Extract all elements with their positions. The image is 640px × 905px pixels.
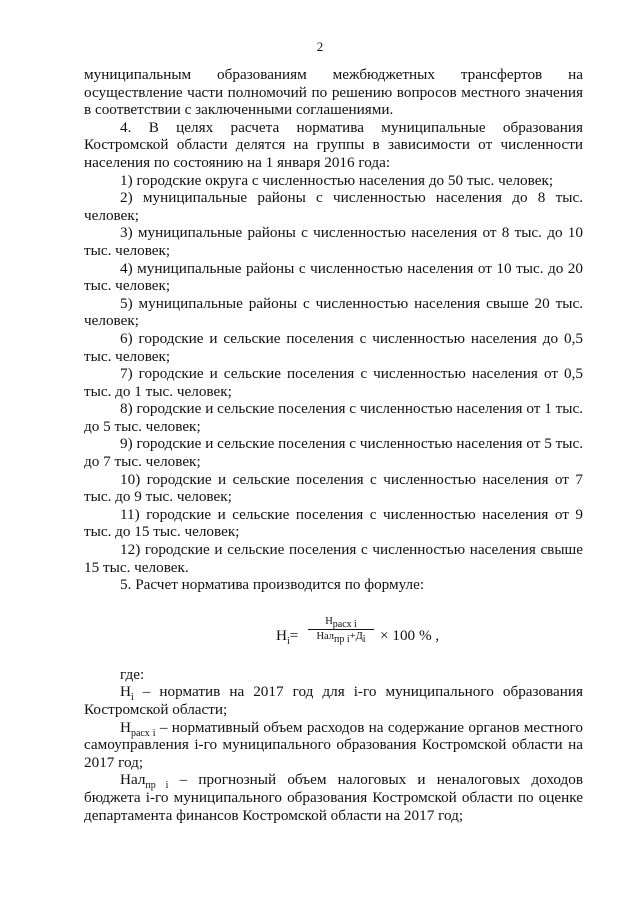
formula-numerator: $Н_{расх i}$: [308, 616, 374, 630]
formula-lhs: $Н_i=$: [276, 626, 299, 647]
list-item: 10) городские и сельские поселения с численностью населения от 7 тыс. до 9 тыс. человек;: [84, 470, 583, 506]
section-5-paragraph: 5. Расчет норматива производится по формуле:: [120, 576, 425, 594]
population-groups-list: [84, 172, 583, 577]
norm-formula: [84, 594, 583, 666]
list-item: 12) городские и сельские поселения с численностью населения свыше 15 тыс. человек.: [84, 541, 583, 576]
definition-item: $Н_i$ – норматив на 2017 год для i-го муниципального образования Костромской области;: [84, 683, 583, 718]
list-item: 9) городские и сельские поселения с численностью населения от 5 тыс. до 7 тыс. человек;: [84, 435, 583, 471]
where-label: где:: [120, 665, 145, 683]
formula-fraction: [308, 616, 374, 643]
formula-denominator: $Нал_{пр i}+Д_i$: [316, 630, 366, 645]
list-item: 5) муниципальные районы с численностью населения свыше 20 тыс. человек;: [84, 294, 583, 330]
definition-item: $Н_{расх i}$ – нормативный объем расходов на содержание органов местного самоуправления i-го муниципального образования Костромской области на 2017 год;: [84, 718, 583, 771]
section-4-paragraph: 4. В целях расчета норматива муниципальные образования Костромской области делятся на группы в зависимости от численности населения по состоянию на 1 января 2016 года:: [84, 118, 583, 171]
list-item: 1) городские округа с численностью населения до 50 тыс. человек;: [120, 171, 554, 189]
formula-rhs: × 100 % ,: [380, 626, 440, 644]
page-number: 2: [316, 39, 324, 54]
list-item: 6) городские и сельские поселения с численностью населения до 0,5 тыс. человек;: [84, 329, 583, 365]
definition-item: Нал$_{пр i}$ – прогнозный объем налоговых и неналоговых доходов бюджета i-го муниципального образования Костромской области по оценке департамента финансов Костромской области на 2017 год;: [84, 771, 583, 824]
intro-paragraph: муниципальным образованиям межбюджетных трансфертов на осуществление части полномочий по решению вопросов местного значения в соответствии с заключенными соглашениями.: [84, 66, 583, 119]
document-body: [84, 66, 583, 824]
list-item: 8) городские и сельские поселения с численностью населения от 1 тыс. до 5 тыс. человек;: [84, 400, 583, 435]
list-item: 11) городские и сельские поселения с численностью населения от 9 тыс. до 15 тыс. человек;: [84, 505, 583, 541]
list-item: 4) муниципальные районы с численностью населения от 10 тыс. до 20 тыс. человек;: [84, 259, 583, 295]
list-item: 7) городские и сельские поселения с численностью населения от 0,5 тыс. до 1 тыс. человек;: [84, 365, 583, 400]
list-item: 3) муниципальные районы с численностью населения от 8 тыс. до 10 тыс. человек;: [84, 224, 583, 259]
list-item: 2) муниципальные районы с численностью населения до 8 тыс. человек;: [84, 189, 583, 224]
